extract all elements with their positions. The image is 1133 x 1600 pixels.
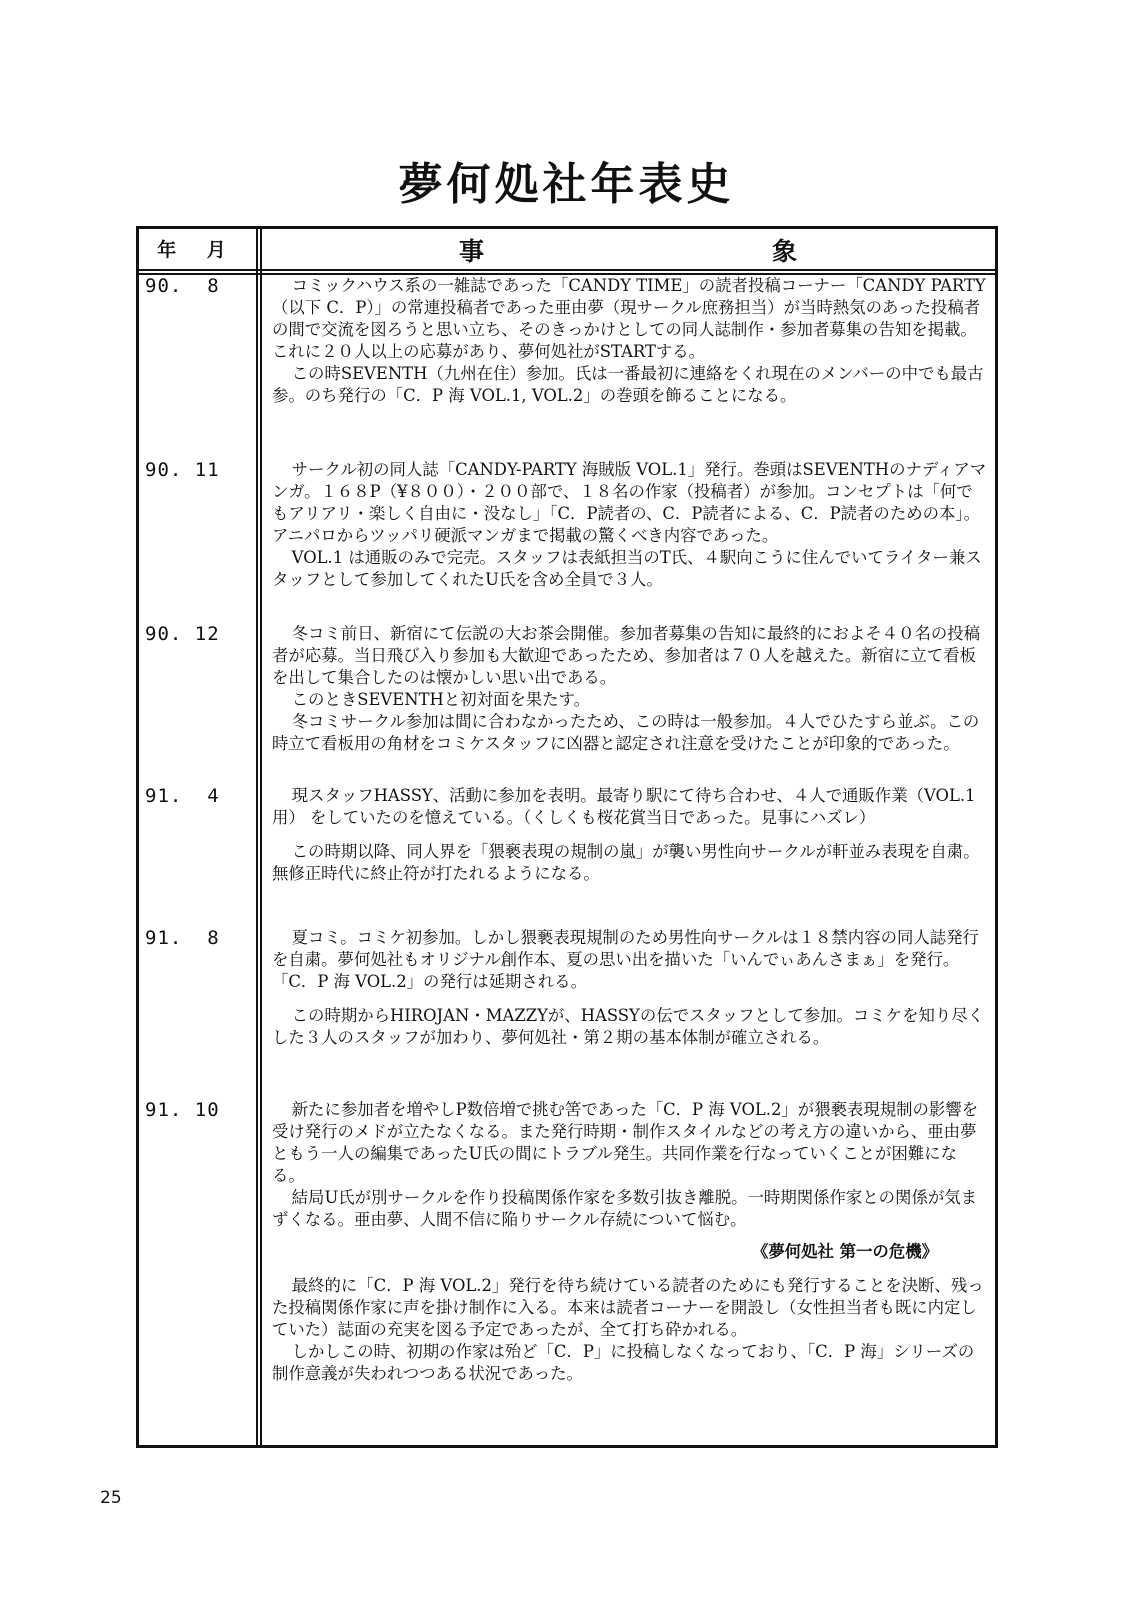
entry-paragraph: 冬コミ前日、新宿にて伝説の大お茶会開催。参加者募集の告知に最終的におよそ４０名の投稿者が応募。当日飛び入り参加も大歓迎であったため、参加者は７０人を越えた。新宿に立て看板を出して集合したのは懐かしい思い出である。 — [272, 624, 981, 687]
entry-paragraph: 最終的に「C．P 海 VOL.2」発行を待ち続けている読者のためにも発行することを決断、残った投稿関係作家に声を掛け制作に入る。本来は読者コーナーを開設し（女性担当者も既に内定していた）誌面の充実を図る予定であったが、全て打ち砕かれる。 — [272, 1276, 984, 1339]
row-date: 90. 12 — [145, 623, 220, 645]
entry-paragraph: この時期からHIROJAN・MAZZYが、HASSYの伝でスタッフとして参加。コミケを知り尽くした３人のスタッフが加わり、夢何処社・第２期の基本体制が確立される。 — [272, 1006, 985, 1047]
entry-paragraph: 新たに参加者を増やしP数倍増で挑む筈であった「C．P 海 VOL.2」が猥褻表現規制の影響を受け発行のメドが立たなくなる。また発行時期・制作スタイルなどの考え方の違いから、亜由夢ともう一人の編集であったU氏の間にトラブル発生。共同作業を行なっていくことが困難になる。 — [272, 1100, 979, 1185]
entry-paragraph: しかしこの時、初期の作家は殆ど「C．P」に投稿しなくなっており、「C．P 海」シリーズの制作意義が失われつつある状況であった。 — [272, 1342, 975, 1383]
entry-paragraph: VOL.1 は通販のみで完売。スタッフは表紙担当のT氏、４駅向こうに住んでいてライター兼スタッフとして参加してくれたU氏を含め全員で３人。 — [272, 548, 982, 589]
chronology-table — [136, 226, 998, 1448]
row-entry — [272, 459, 988, 591]
entry-paragraph: このときSEVENTHと初対面を果たす。 — [291, 690, 591, 709]
header-event-char-1: 事 — [459, 237, 485, 266]
row-date: 91. 8 — [145, 927, 220, 949]
row-entry — [272, 927, 988, 1049]
entry-paragraph: サークル初の同人誌「CANDY-PARTY 海賊版 VOL.1」発行。巻頭はSEVENTHのナディアマンガ。１６８P（¥８００）・２００部で、１８名の作家（投稿者）が参加。コンセプトは「何でもアリアリ・楽しく自由に・没なし」「C．P読者の、C．P読者による、C．P読者のための本」。アニパロからツッパリ硬派マンガまで掲載の驚くべき内容であった。 — [272, 460, 987, 545]
column-divider — [256, 229, 262, 1445]
entry-paragraph: この時SEVENTH（九州在住）参加。氏は一番最初に連絡をくれ現在のメンバーの中でも最古参。のち発行の「C．P 海 VOL.1, VOL.2」の巻頭を飾ることになる。 — [272, 364, 984, 405]
row-entry — [272, 275, 988, 407]
page-number: 25 — [100, 1488, 122, 1508]
entry-paragraph: 現スタッフHASSY、活動に参加を表明。最寄り駅にて待ち合わせ、４人で通販作業（VOL.1用） をしていたのを憶えている。（くしくも桜花賞当日であった。見事にハズレ） — [272, 786, 976, 827]
header-event-char-2: 象 — [772, 237, 798, 266]
row-date: 91. 4 — [145, 785, 220, 807]
row-date: 90. 8 — [145, 275, 220, 297]
entry-paragraph: この時期以降、同人界を「猥褻表現の規制の嵐」が襲い男性向サークルが軒並み表現を自粛。無修正時代に終止符が打たれるようになる。 — [272, 842, 980, 883]
entry-paragraph: 夏コミ。コミケ初参加。しかし猥褻表現規制のため男性向サークルは１８禁内容の同人誌発行を自粛。夢何処社もオリジナル創作本、夏の思い出を描いた「いんでぃあんさまぁ」を発行。「C．P 海 VOL.2」の発行は延期される。 — [272, 928, 979, 991]
entry-paragraph: コミックハウス系の一雑誌であった「CANDY TIME」の読者投稿コーナー「CANDY PARTY（以下 C．P）」の常連投稿者であった亜由夢（現サークル庶務担当）が当時熱気のあった投稿者の間で交流を図ろうと思い立ち、そのきっかけとしての同人誌制作・参加者募集の告知を掲載。これに２０人以上の応募があり、夢何処社がSTARTする。 — [272, 276, 986, 361]
row-entry — [272, 623, 988, 755]
row-date: 90. 11 — [145, 459, 220, 481]
row-entry — [272, 1099, 988, 1385]
page-title: 夢何処社年表史 — [398, 159, 735, 210]
header-date: 年 月 — [157, 239, 238, 261]
row-entry — [272, 785, 988, 885]
entry-paragraph: 結局U氏が別サークルを作り投稿関係作家を多数引抜き離脱。一時期関係作家との関係が気まずくなる。亜由夢、人間不信に陥りサークル存続について悩む。 — [272, 1188, 978, 1229]
entry-paragraph: 冬コミサークル参加は間に合わなかったため、この時は一般参加。４人でひたすら並ぶ。この時立て看板用の角材をコミケスタッフに凶器と認定され注意を受けたことが印象的であった。 — [272, 712, 980, 753]
row-date: 91. 10 — [145, 1099, 220, 1121]
crisis-heading: 《夢何処社 第一の危機》 — [751, 1242, 938, 1261]
